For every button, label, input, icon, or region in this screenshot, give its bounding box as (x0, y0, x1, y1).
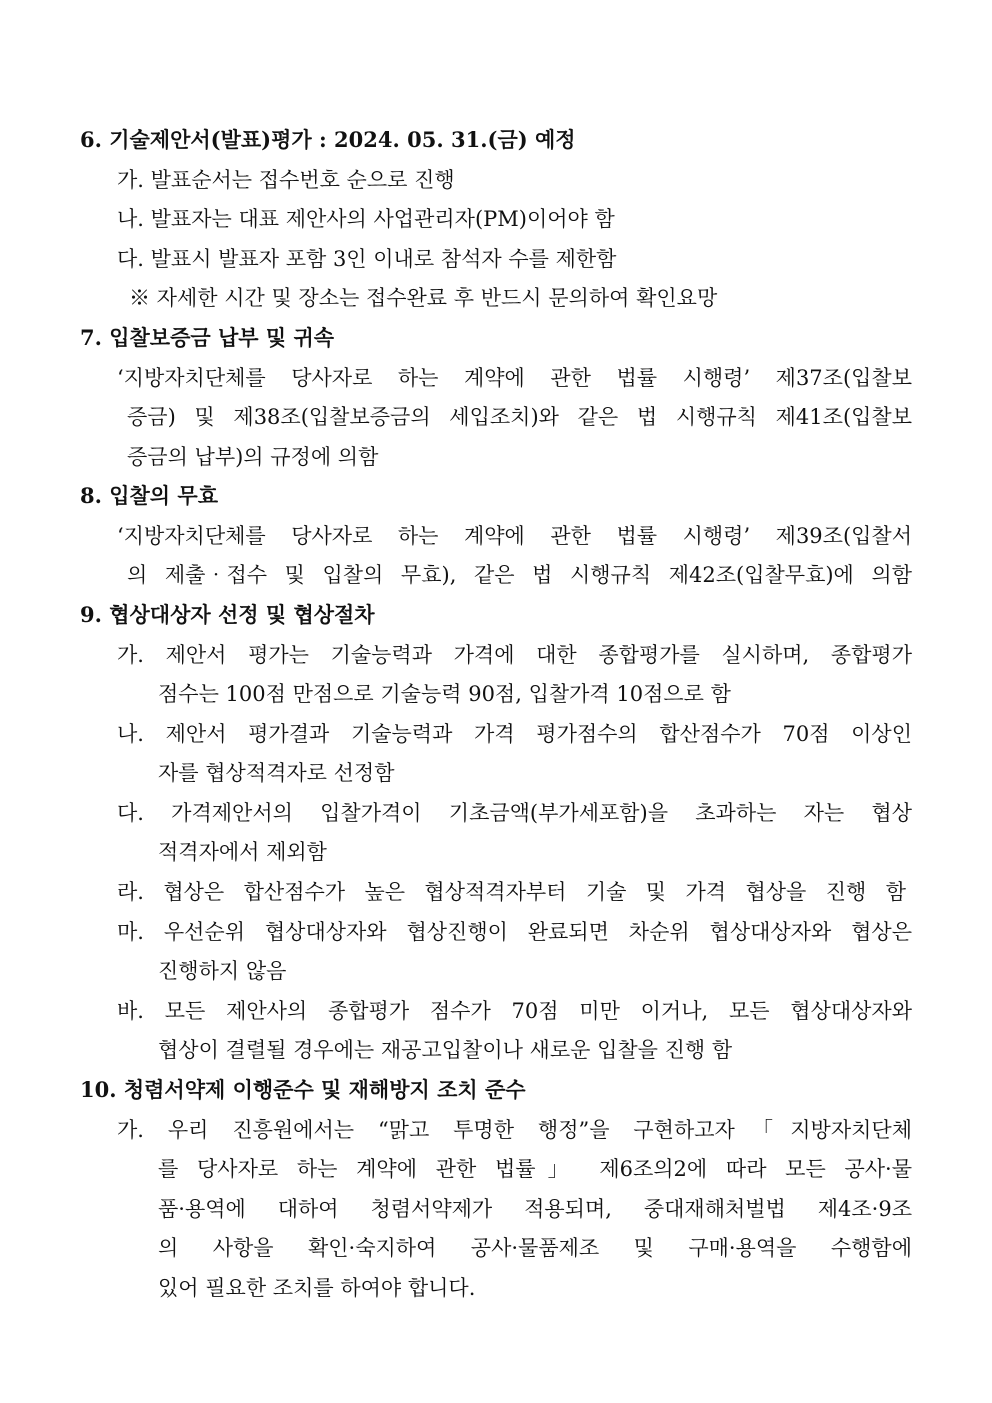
section-10-item-ga-cont: 의 사항을 확인·숙지하여 공사·물품제조 및 구매·용역을 수행함에 (158, 1236, 912, 1260)
section-9-item-ba: 바. 모든 제안사의 종합평가 점수가 70점 미만 이거나, 모든 협상대상자와 (117, 999, 912, 1023)
section-8-text-line: ‘지방자치단체를 당사자로 하는 계약에 관한 법률 시행령’ 제39조(입찰서 (117, 524, 912, 548)
section-7-text-line: 증금) 및 제38조(입찰보증금의 세입조치)와 같은 법 시행규칙 제41조(입찰보 (127, 405, 912, 429)
section-9-item-ra: 라. 협상은 합산점수가 높은 협상적격자부터 기술 및 가격 협상을 진행 함 (117, 880, 906, 904)
section-9-item-ga: 가. 제안서 평가는 기술능력과 가격에 대한 종합평가를 실시하며, 종합평가 (117, 643, 912, 667)
section-9-item-da-cont: 적격자에서 제외함 (158, 840, 327, 864)
section-8-heading: 8. 입찰의 무효 (80, 483, 218, 508)
section-6-item-na: 나. 발표자는 대표 제안사의 사업관리자(PM)이어야 함 (117, 207, 615, 231)
section-6-item-ga: 가. 발표순서는 접수번호 순으로 진행 (117, 168, 455, 192)
section-6-item-da: 다. 발표시 발표자 포함 3인 이내로 참석자 수를 제한함 (117, 247, 617, 271)
section-8-text-line: 의 제출‧접수 및 입찰의 무효), 같은 법 시행규칙 제42조(입찰무효)에 의함 (127, 563, 912, 587)
section-10-item-ga-cont: 를 당사자로 하는 계약에 관한 법률」 제6조의2에 따라 모든 공사·물 (158, 1157, 912, 1181)
section-9-item-ma: 마. 우선순위 협상대상자와 협상진행이 완료되면 차순위 협상대상자와 협상은 (117, 920, 912, 944)
section-9-item-na: 나. 제안서 평가결과 기술능력과 가격 평가점수의 합산점수가 70점 이상인 (117, 722, 912, 746)
section-9-item-ma-cont: 진행하지 않음 (158, 959, 287, 983)
section-7-text-line: 증금의 납부)의 규정에 의함 (127, 445, 379, 469)
section-9-item-ba-cont: 협상이 결렬될 경우에는 재공고입찰이나 새로운 입찰을 진행 함 (158, 1038, 733, 1062)
section-10-item-ga: 가. 우리 진흥원에서는 “맑고 투명한 행정”을 구현하고자「지방자치단체 (117, 1118, 912, 1142)
section-10-item-ga-cont: 품·용역에 대하여 청렴서약제가 적용되며, 중대재해처벌법 제4조·9조 (158, 1197, 912, 1221)
section-9-item-ga-cont: 점수는 100점 만점으로 기술능력 90점, 입찰가격 10점으로 함 (158, 682, 731, 706)
section-6-note: ※ 자세한 시간 및 장소는 접수완료 후 반드시 문의하여 확인요망 (129, 286, 718, 310)
section-10-item-ga-cont: 있어 필요한 조치를 하여야 합니다. (158, 1276, 476, 1300)
section-9-heading: 9. 협상대상자 선정 및 협상절차 (80, 602, 375, 627)
section-7-text-line: ‘지방자치단체를 당사자로 하는 계약에 관한 법률 시행령’ 제37조(입찰보 (117, 366, 912, 390)
section-6-heading: 6. 기술제안서(발표)평가 : 2024. 05. 31.(금) 예정 (80, 127, 576, 152)
section-9-item-da: 다. 가격제안서의 입찰가격이 기초금액(부가세포함)을 초과하는 자는 협상 (117, 801, 912, 825)
section-9-item-na-cont: 자를 협상적격자로 선정함 (158, 761, 395, 785)
section-7-heading: 7. 입찰보증금 납부 및 귀속 (80, 325, 335, 350)
section-10-heading: 10. 청렴서약제 이행준수 및 재해방지 조치 준수 (80, 1077, 526, 1102)
